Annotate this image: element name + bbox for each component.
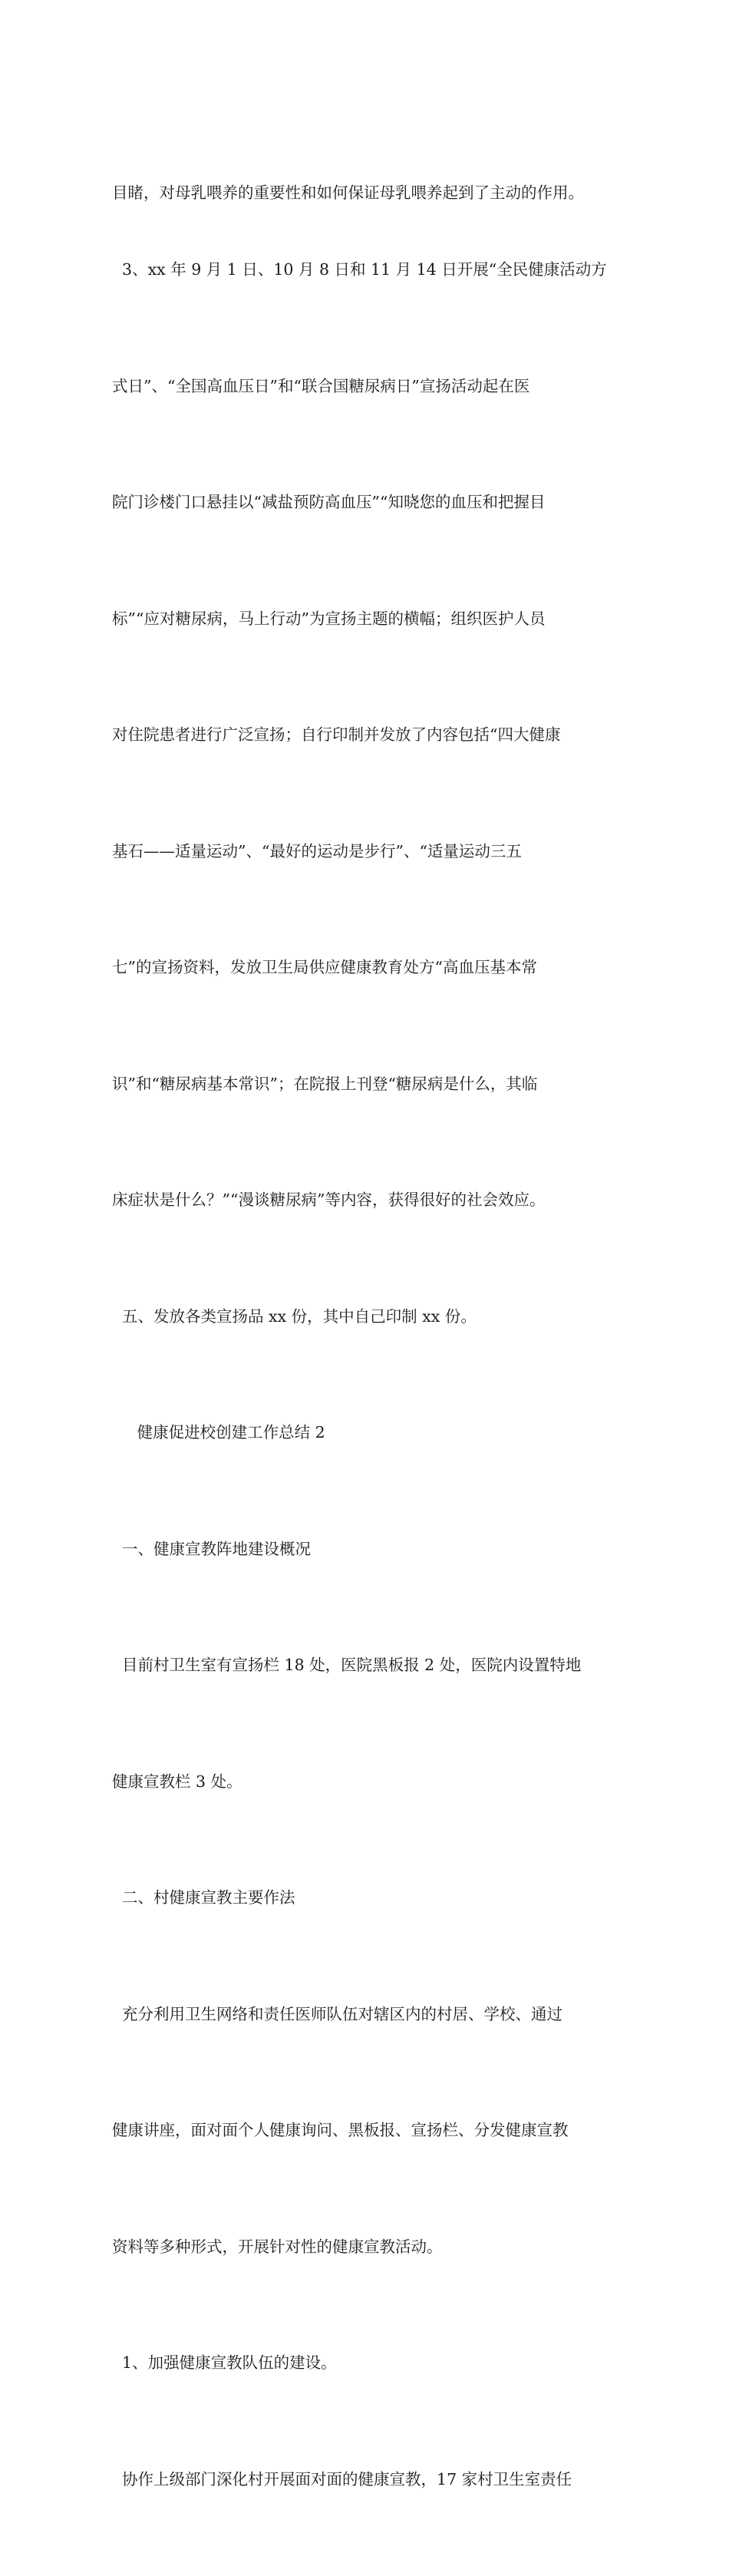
text-line: 标”“应对糖尿病，马上行动”为宣扬主题的横幅；组织医护人员 bbox=[112, 609, 546, 628]
text-line: 五、发放各类宣扬品 xx 份，其中自己印制 xx 份。 bbox=[112, 1306, 477, 1326]
text-line: 资料等多种形式，开展针对性的健康宣教活动。 bbox=[112, 2237, 443, 2256]
text-line: 床症状是什么？”“漫谈糖尿病”等内容，获得很好的社会效应。 bbox=[112, 1191, 546, 1209]
section-title: 健康促进校创建工作总结 2 bbox=[112, 1423, 325, 1442]
text-line: 式日”、“全国高血压日”和“联合国糖尿病日”宣扬活动起在医 bbox=[112, 376, 530, 395]
text-line: 健康讲座，面对面个人健康询问、黑板报、宣扬栏、分发健康宣教 bbox=[112, 2121, 569, 2139]
text-line: 基石——适量运动”、“最好的运动是步行”、“适量运动三五 bbox=[112, 841, 522, 860]
text-line: 3、xx 年 9 月 1 日、10 月 8 日和 11 月 14 日开展“全民健康活动方 bbox=[112, 260, 607, 279]
text-line: 识”和“糖尿病基本常识”；在院报上刊登“糖尿病是什么，其临 bbox=[112, 1074, 538, 1093]
text-line: 目睹，对母乳喂养的重要性和如何保证母乳喂养起到了主动的作用。 bbox=[112, 183, 584, 202]
text-line: 健康宣教栏 3 处。 bbox=[112, 1772, 242, 1791]
body-text-block bbox=[112, 173, 626, 2576]
text-line: 1、加强健康宣教队伍的建设。 bbox=[112, 2353, 337, 2372]
text-line: 对住院患者进行广泛宣扬；自行印制并发放了内容包括“四大健康 bbox=[112, 725, 561, 744]
text-line: 七”的宣扬资料，发放卫生局供应健康教育处方“高血压基本常 bbox=[112, 958, 537, 976]
text-line: 协作上级部门深化村开展面对面的健康宣教，17 家村卫生室责任 bbox=[112, 2469, 572, 2488]
text-line: 充分利用卫生网络和责任医师队伍对辖区内的村居、学校、通过 bbox=[112, 2004, 563, 2023]
section-heading: 二、村健康宣教主要作法 bbox=[112, 1888, 295, 1907]
section-heading: 一、健康宣教阵地建设概况 bbox=[112, 1539, 312, 1558]
text-line: 目前村卫生室有宣扬栏 18 处，医院黑板报 2 处，医院内设置特地 bbox=[112, 1656, 582, 1674]
text-line: 院门诊楼门口悬挂以“减盐预防高血压”“知晓您的血压和把握目 bbox=[112, 493, 546, 511]
